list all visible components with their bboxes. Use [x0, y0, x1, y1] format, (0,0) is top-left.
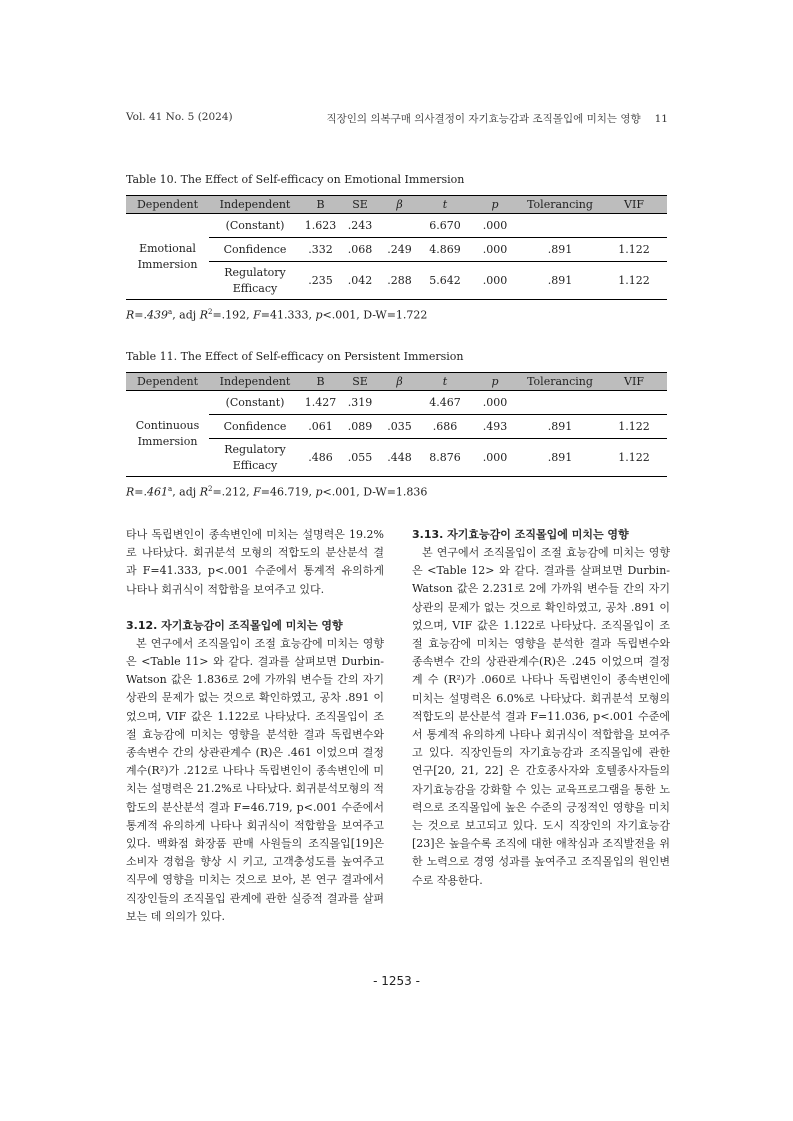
t-cell: 8.876 — [419, 439, 471, 477]
t-cell: 4.467 — [419, 391, 471, 415]
table-row — [126, 391, 667, 415]
beta-cell — [380, 214, 419, 238]
col-beta: β — [380, 196, 419, 214]
independent-cell: (Constant) — [209, 214, 301, 238]
independent-cell: Confidence — [209, 415, 301, 439]
running-title: 직장인의 의복구매 의사결정이 자기효능감과 조직몰입에 미치는 영향 — [326, 113, 641, 125]
table-row — [126, 214, 667, 238]
se-cell: .068 — [340, 238, 380, 262]
p-cell: .000 — [471, 262, 519, 300]
p-cell: .000 — [471, 238, 519, 262]
independent-cell: (Constant) — [209, 391, 301, 415]
col-t: t — [419, 196, 471, 214]
vif-cell: 1.122 — [601, 238, 667, 262]
right-column — [412, 526, 670, 890]
tol-cell: .891 — [519, 415, 601, 439]
tol-cell: .891 — [519, 262, 601, 300]
vif-cell: 1.122 — [601, 262, 667, 300]
col-independent: Independent — [209, 373, 301, 391]
dependent-cell: Emotional Immersion — [126, 214, 209, 300]
col-tolerancing: Tolerancing — [519, 196, 601, 214]
beta-cell: .035 — [380, 415, 419, 439]
b-cell: .235 — [301, 262, 340, 300]
table10-note: R=.439$^a$, adj $R^2=.192$, F=41.333, p<.001, D-W=1.722 — [126, 308, 428, 322]
page-number: - 1253 - — [373, 974, 420, 988]
table11-note: R=.461$^a$, adj $R^2=.212$, F=46.719, p<.001, D-W=1.836 — [126, 485, 428, 499]
col-vif: VIF — [601, 196, 667, 214]
paragraph: 본 연구에서 조직몰입이 조절 효능감에 미치는 영향은 <Table 11> 와 같다. 결과를 살펴보면 Durbin-Watson 값은 1.836로 2에 가까워 변수들 간의 자기상관의 문제가 없는 것으로 확인하였고, 공차 .891 이었으며, VIF 값은 1.122로 나타났다. 조직몰입이 조절 효능감에 미치는 영향을 분석한 결과 독립변수와 종속변수 간의 상관관계수 (R)은 .461 이었으며 결정계수(R²)가 .212로 나타나 독립변인이 종속변인에 미치는 설명력은 21.2%로 나타났다. 회귀분석모형의 적합도의 분산분석 결과 F=46.719, p<.001 수준에서 통계적 유의하게 나타나 회귀식이 적합함을 보여주고 있다. 백화점 화장품 판매 사원들의 조직몰입[19]은 소비자 경험을 향상 시 키고, 고객충성도를 높여주고 직무에 영향을 미치는 것으로 보아, 본 연구 결과에서 직장인들의 조직몰입 관계에 관한 실증적 결과를 살펴보는 데 의의가 있다. — [126, 636, 384, 923]
tol-cell: .891 — [519, 439, 601, 477]
independent-cell: Confidence — [209, 238, 301, 262]
beta-cell: .249 — [380, 238, 419, 262]
b-cell: .332 — [301, 238, 340, 262]
table11 — [126, 372, 667, 477]
independent-cell: Regulatory Efficacy — [209, 262, 301, 300]
col-b: B — [301, 196, 340, 214]
header-page-number: 11 — [654, 113, 668, 125]
independent-cell: Regulatory Efficacy — [209, 439, 301, 477]
beta-cell — [380, 391, 419, 415]
table11-caption: Table 11. The Effect of Self-efficacy on Persistent Immersion — [126, 350, 464, 363]
vif-cell: 1.122 — [601, 439, 667, 477]
paragraph: 본 연구에서 조직몰입이 조절 효능감에 미치는 영향은 <Table 12> 와 같다. 결과를 살펴보면 Durbin-Watson 값은 2.231로 2에 가까워 변수들 간의 자기상관의 문제가 없는 것으로 확인하였고, 공차 .891 이었으며, VIF 값은 1.122로 나타났다. 조직몰입이 조절 효능감에 미치는 영향을 분석한 결과 독립변수와 종속변수 간의 상관관계수(R)은 .245 이었으며 결정계 수 (R²)가 .060로 나타나 독립변인이 종속변인에 미치는 설명력은 6.0%로 나타났다. 회귀분석 모형의 적합도의 분산분석 결과 F=11.036, p<.001 수준에서 통계적 유의하게 나타나 회귀식이 적합함을 보여주고 있다. 직장인들의 자기효능감과 조직몰입에 관한 연구[20, 21, 22] 은 간호종사자와 호텔종사자들의 자기효능감을 강화할 수 있는 교육프로그램을 통한 노력으로 조직몰입에 높은 수준의 긍정적인 영향을 미치는 것으로 보고되고 있다. 도시 직장인의 자기효능감[23]은 높을수록 조직에 대한 애착심과 조직발전을 위한 노력으로 경영 성과를 높여주고 조직몰입의 원인변수로 작용한다. — [412, 546, 670, 887]
table10-header-row — [126, 196, 667, 214]
vif-cell: 1.122 — [601, 415, 667, 439]
p-cell: .000 — [471, 391, 519, 415]
t-cell: 4.869 — [419, 238, 471, 262]
p-cell: .493 — [471, 415, 519, 439]
tol-cell — [519, 214, 601, 238]
col-beta: β — [380, 373, 419, 391]
table10 — [126, 195, 667, 300]
paragraph: 타나 독립변인이 종속변인에 미치는 설명력은 19.2%로 나타났다. 회귀분석 모형의 적합도의 분산분석 결과 F=41.333, p<.001 수준에서 통계적 유의하게 나타나 회귀식이 적합함을 보여주고 있다. — [126, 528, 384, 596]
p-cell: .000 — [471, 439, 519, 477]
col-tolerancing: Tolerancing — [519, 373, 601, 391]
section-heading-3-12: 3.12. 자기효능감이 조직몰입에 미치는 영향 — [126, 618, 343, 632]
col-t: t — [419, 373, 471, 391]
col-se: SE — [340, 373, 380, 391]
b-cell: .486 — [301, 439, 340, 477]
col-dependent: Dependent — [126, 196, 209, 214]
se-cell: .055 — [340, 439, 380, 477]
col-vif: VIF — [601, 373, 667, 391]
col-independent: Independent — [209, 196, 301, 214]
vif-cell — [601, 214, 667, 238]
se-cell: .042 — [340, 262, 380, 300]
p-cell: .000 — [471, 214, 519, 238]
journal-volume: Vol. 41 No. 5 (2024) — [126, 111, 233, 123]
tol-cell: .891 — [519, 238, 601, 262]
col-dependent: Dependent — [126, 373, 209, 391]
col-p: p — [471, 196, 519, 214]
b-cell: 1.623 — [301, 214, 340, 238]
t-cell: 5.642 — [419, 262, 471, 300]
col-b: B — [301, 373, 340, 391]
table10-caption: Table 10. The Effect of Self-efficacy on Emotional Immersion — [126, 173, 465, 186]
dependent-cell: Continuous Immersion — [126, 391, 209, 477]
b-cell: 1.427 — [301, 391, 340, 415]
se-cell: .319 — [340, 391, 380, 415]
table11-header-row — [126, 373, 667, 391]
se-cell: .089 — [340, 415, 380, 439]
col-se: SE — [340, 196, 380, 214]
col-p: p — [471, 373, 519, 391]
t-cell: .686 — [419, 415, 471, 439]
se-cell: .243 — [340, 214, 380, 238]
section-heading-3-13: 3.13. 자기효능감이 조직몰입에 미치는 영향 — [412, 528, 629, 541]
beta-cell: .288 — [380, 262, 419, 300]
vif-cell — [601, 391, 667, 415]
b-cell: .061 — [301, 415, 340, 439]
left-column — [126, 526, 384, 926]
beta-cell: .448 — [380, 439, 419, 477]
t-cell: 6.670 — [419, 214, 471, 238]
tol-cell — [519, 391, 601, 415]
